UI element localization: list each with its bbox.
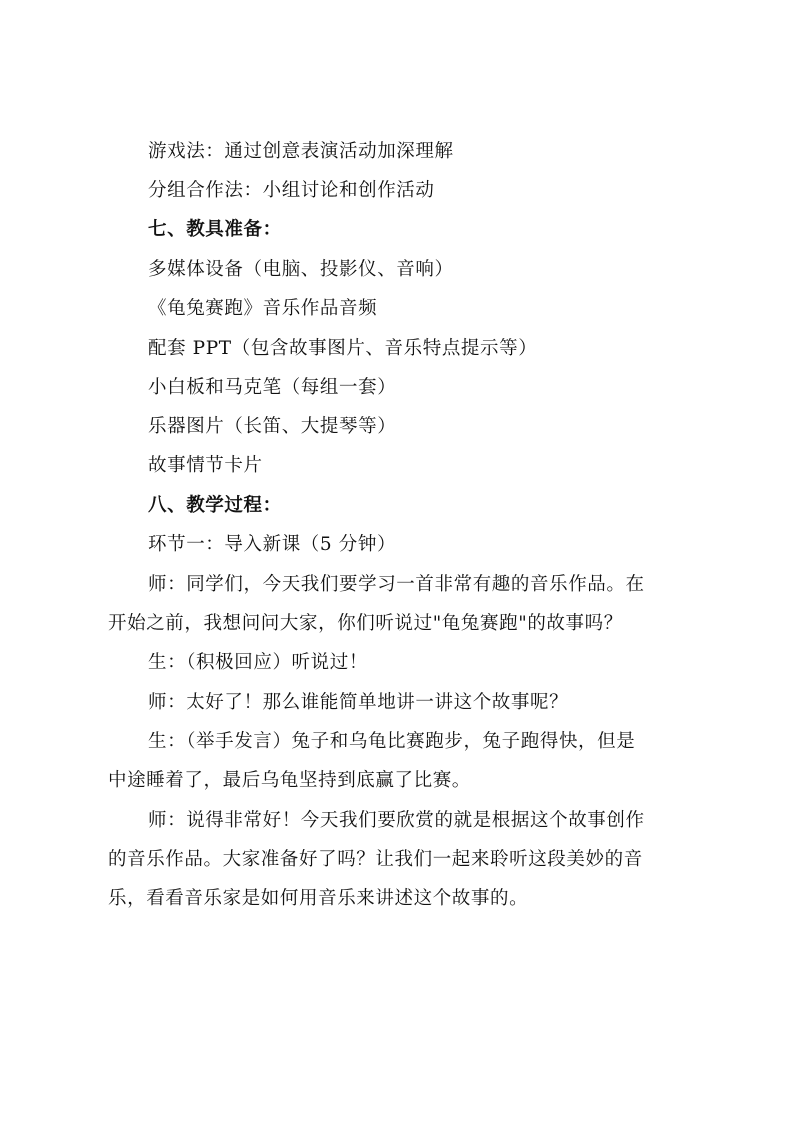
equipment-item: 《龟兔赛跑》音乐作品音频 xyxy=(148,298,378,319)
dialogue-student-2-cont: 中途睡着了，最后乌龟坚持到底赢了比赛。 xyxy=(108,770,471,791)
dialogue-teacher-1: 师：同学们，今天我们要学习一首非常有趣的音乐作品。在 xyxy=(148,574,645,595)
dialogue-student-1: 生：（积极回应）听说过！ xyxy=(148,652,368,673)
method-game: 游戏法：通过创意表演活动加深理解 xyxy=(148,141,454,162)
dialogue-teacher-1-cont: 开始之前，我想问问大家，你们听说过"龟兔赛跑"的故事吗？ xyxy=(108,613,623,634)
section-8-heading: 八、教学过程： xyxy=(148,495,282,516)
equipment-item: 小白板和马克笔（每组一套） xyxy=(148,377,397,398)
equipment-item: 配套 PPT（包含故事图片、音乐特点提示等） xyxy=(148,338,538,359)
method-group: 分组合作法：小组讨论和创作活动 xyxy=(148,180,435,201)
equipment-item: 乐器图片（长笛、大提琴等） xyxy=(148,416,397,437)
dialogue-teacher-3: 师：说得非常好！今天我们要欣赏的就是根据这个故事创作 xyxy=(148,810,645,831)
dialogue-student-2: 生：（举手发言）兔子和乌龟比赛跑步，兔子跑得快，但是 xyxy=(148,731,636,752)
equipment-item: 多媒体设备（电脑、投影仪、音响） xyxy=(148,259,454,280)
step-1-title: 环节一：导入新课（5 分钟） xyxy=(148,534,397,555)
section-7-heading: 七、教具准备： xyxy=(148,219,282,240)
dialogue-teacher-3-cont: 的音乐作品。大家准备好了吗？让我们一起来聆听这段美妙的音 xyxy=(108,849,643,870)
dialogue-teacher-3-cont: 乐，看看音乐家是如何用音乐来讲述这个故事的。 xyxy=(108,888,529,909)
dialogue-teacher-2: 师：太好了！那么谁能简单地讲一讲这个故事呢？ xyxy=(148,692,569,713)
equipment-item: 故事情节卡片 xyxy=(148,455,263,476)
